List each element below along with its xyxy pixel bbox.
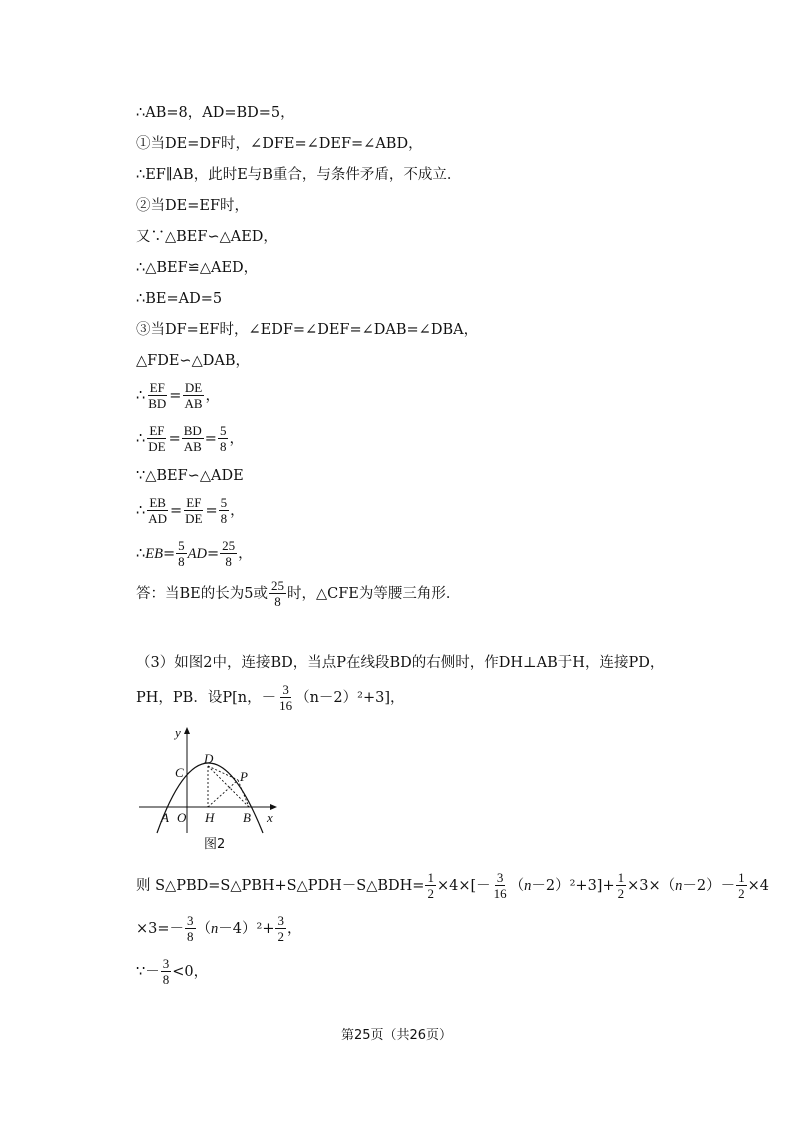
part-3-line-2: PH，PB．设P[n，－ $\frac{3}{16}$ （n－2）²+3]， (136, 682, 405, 713)
label-p: P (240, 769, 248, 784)
page-footer: 第25页（共26页） (340, 1028, 453, 1043)
fraction: $\frac{EF}{BD}$ (148, 380, 167, 411)
label-b: B (243, 810, 251, 825)
equation-line-11: ∴ $\frac{EF}{DE}$ = $\frac{BD}{AB}$ = $\frac{5}{8}$ ， (136, 423, 244, 454)
fraction: $\frac{3}{8}$ (187, 913, 194, 944)
line-7: ∴BE=AD=5 (136, 291, 223, 307)
label-h: H (205, 810, 215, 825)
line-9: △FDE∽△DAB， (136, 353, 250, 369)
fraction: $\frac{EF}{DE}$ (148, 423, 166, 454)
fraction: $\frac{DE}{AB}$ (184, 380, 203, 411)
fraction: $\frac{EB}{AD}$ (148, 495, 168, 526)
equation-line-10: ∴ $\frac{EF}{BD}$ = $\frac{DE}{AB}$ ， (136, 380, 221, 411)
equation-line-13: ∴ $\frac{EB}{AD}$ = $\frac{EF}{DE}$ = $\frac{5}{8}$ ， (136, 495, 245, 526)
label-x: x (267, 810, 273, 825)
fraction: $\frac{3}{16}$ (493, 870, 507, 901)
fraction: $\frac{1}{2}$ (427, 870, 434, 901)
part-3-line-1: （3）如图2中，连接BD，当点P在线段BD的右侧时，作DH⊥AB于H，连接PD， (136, 655, 665, 671)
equation-line-14: ∴ EB = $\frac{5}{8}$ AD = $\frac{25}{8}$ ， (136, 538, 253, 569)
line-3: ∴EF∥AB，此时E与B重合，与条件矛盾，不成立． (136, 167, 462, 183)
label-c: C (175, 765, 184, 780)
line-5: 又∵△BEF∽△AED， (136, 229, 278, 245)
line-1: ∴AB=8，AD=BD=5， (136, 105, 295, 121)
area-equation-line-3: ∵－ $\frac{3}{8}$ <0， (136, 956, 209, 987)
fraction: $\frac{25}{8}$ (222, 538, 236, 569)
fraction: $\frac{1}{2}$ (738, 870, 745, 901)
label-a: A (161, 810, 169, 825)
fraction: $\frac{25}{8}$ (270, 578, 284, 609)
area-equation-line-2: ×3=－ $\frac{3}{8}$ （n－4）²+ $\frac{3}{2}$ ， (136, 913, 302, 944)
answer-line: 答：当BE的长为5或 $\frac{25}{8}$ 时，△CFE为等腰三角形． (136, 578, 461, 609)
fraction: $\frac{EF}{DE}$ (185, 495, 203, 526)
area-equation-line-1: 则 S△PBD=S△PBH+S△PDH－S△BDH= $\frac{1}{2}$ ×4×[－ $\frac{3}{16}$ （n－2）²+3]+ $\frac{1}{2}$ ×3×（n－2）－ $\frac{1}{2}$ ×4 (136, 870, 770, 901)
label-o: O (177, 810, 187, 825)
line-12: ∵△BEF∽△ADE (136, 468, 244, 484)
fraction: $\frac{1}{2}$ (617, 870, 625, 901)
fraction: $\frac{3}{8}$ (162, 956, 170, 987)
label-y: y (175, 725, 181, 740)
fraction: $\frac{3}{16}$ (279, 682, 293, 713)
fraction: $\frac{BD}{AB}$ (183, 423, 202, 454)
line-4: ②当DE=EF时， (136, 198, 250, 214)
line-6: ∴△BEF≌△AED， (136, 260, 259, 276)
label-d: D (204, 751, 214, 766)
fraction: $\frac{5}{8}$ (219, 423, 227, 454)
figure-2-diagram (135, 723, 285, 838)
fraction: $\frac{3}{2}$ (277, 913, 284, 944)
fraction: $\frac{5}{8}$ (178, 538, 185, 569)
figure-caption: 图2 (204, 837, 226, 852)
fraction: $\frac{5}{8}$ (220, 495, 228, 526)
line-8: ③当DF=EF时，∠EDF=∠DEF=∠DAB=∠DBA， (136, 322, 479, 338)
line-2: ①当DE=DF时，∠DFE=∠DEF=∠ABD， (136, 136, 423, 152)
